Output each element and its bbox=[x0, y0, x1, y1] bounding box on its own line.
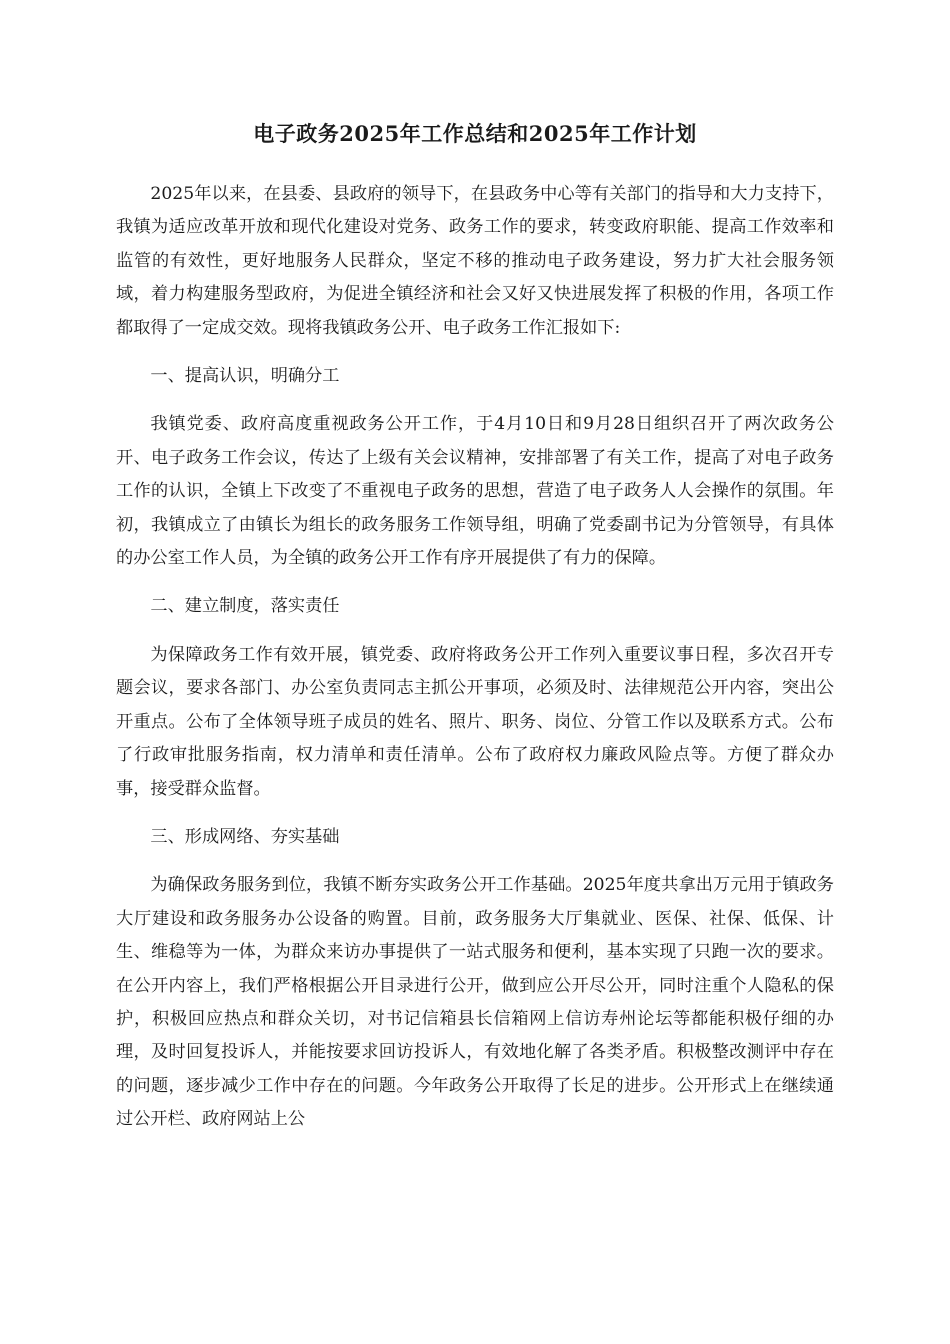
section-heading-2: 二、建立制度，落实责任 bbox=[150, 596, 340, 617]
intro-paragraph: 2025年以来，在县委、县政府的领导下，在县政务中心等有关部门的指导和大力支持下，我镇为适应改革开放和现代化建设对党务、政务工作的要求，转变政府职能、提高工作效率和监管的有效性，更好地服务人民群众，坚定不移的推动电子政务建设，努力扩大社会服务领域，着力构建服务型政府，为促进全镇经济和社会又好又快进展发挥了积极的作用，各项工作都取得了一定成交效。现将我镇政务公开、电子政务工作汇报如下: bbox=[116, 184, 834, 338]
section-paragraph-3: 为确保政务服务到位，我镇不断夯实政务公开工作基础。2025年度共拿出万元用于镇政务大厅建设和政务服务办公设备的购置。目前，政务服务大厅集就业、医保、社保、低保、计生、维稳等为一体，为群众来访办事提供了一站式服务和便利，基本实现了只跑一次的要求。在公开内容上，我们严格根据公开目录进行公开，做到应公开尽公开，同时注重个人隐私的保护，积极回应热点和群众关切，对书记信箱县长信箱网上信访寿州论坛等都能积极仔细的办理，及时回复投诉人，并能按要求回访投诉人，有效地化解了各类矛盾。积极整改测评中存在的问题，逐步减少工作中存在的问题。今年政务公开取得了长足的进步。公开形式上在继续通过公开栏、政府网站上公 bbox=[116, 875, 834, 1130]
section-paragraph-2: 为保障政务工作有效开展，镇党委、政府将政务公开工作列入重要议事日程，多次召开专题会议，要求各部门、办公室负责同志主抓公开事项，必须及时、法律规范公开内容，突出公开重点。公布了全体领导班子成员的姓名、照片、职务、岗位、分管工作以及联系方式。公布了行政审批服务指南，权力清单和责任清单。公布了政府权力廉政风险点等。方便了群众办事，接受群众监督。 bbox=[116, 644, 834, 799]
section-heading-1: 一、提高认识，明确分工 bbox=[150, 366, 340, 387]
document-title: 电子政务2025年工作总结和2025年工作计划 bbox=[253, 121, 697, 146]
section-paragraph-1: 我镇党委、政府高度重视政务公开工作，于4月10日和9月28日组织召开了两次政务公开、电子政务工作会议，传达了上级有关会议精神，安排部署了有关工作，提高了对电子政务工作的认识，全镇上下改变了不重视电子政务的思想，营造了电子政务人人会操作的氛围。年初，我镇成立了由镇长为组长的政务服务工作领导组，明确了党委副书记为分管领导，有具体的办公室工作人员，为全镇的政务公开工作有序开展提供了有力的保障。 bbox=[116, 414, 834, 569]
document-body bbox=[116, 178, 834, 1137]
section-heading-3: 三、形成网络、夯实基础 bbox=[150, 826, 340, 847]
